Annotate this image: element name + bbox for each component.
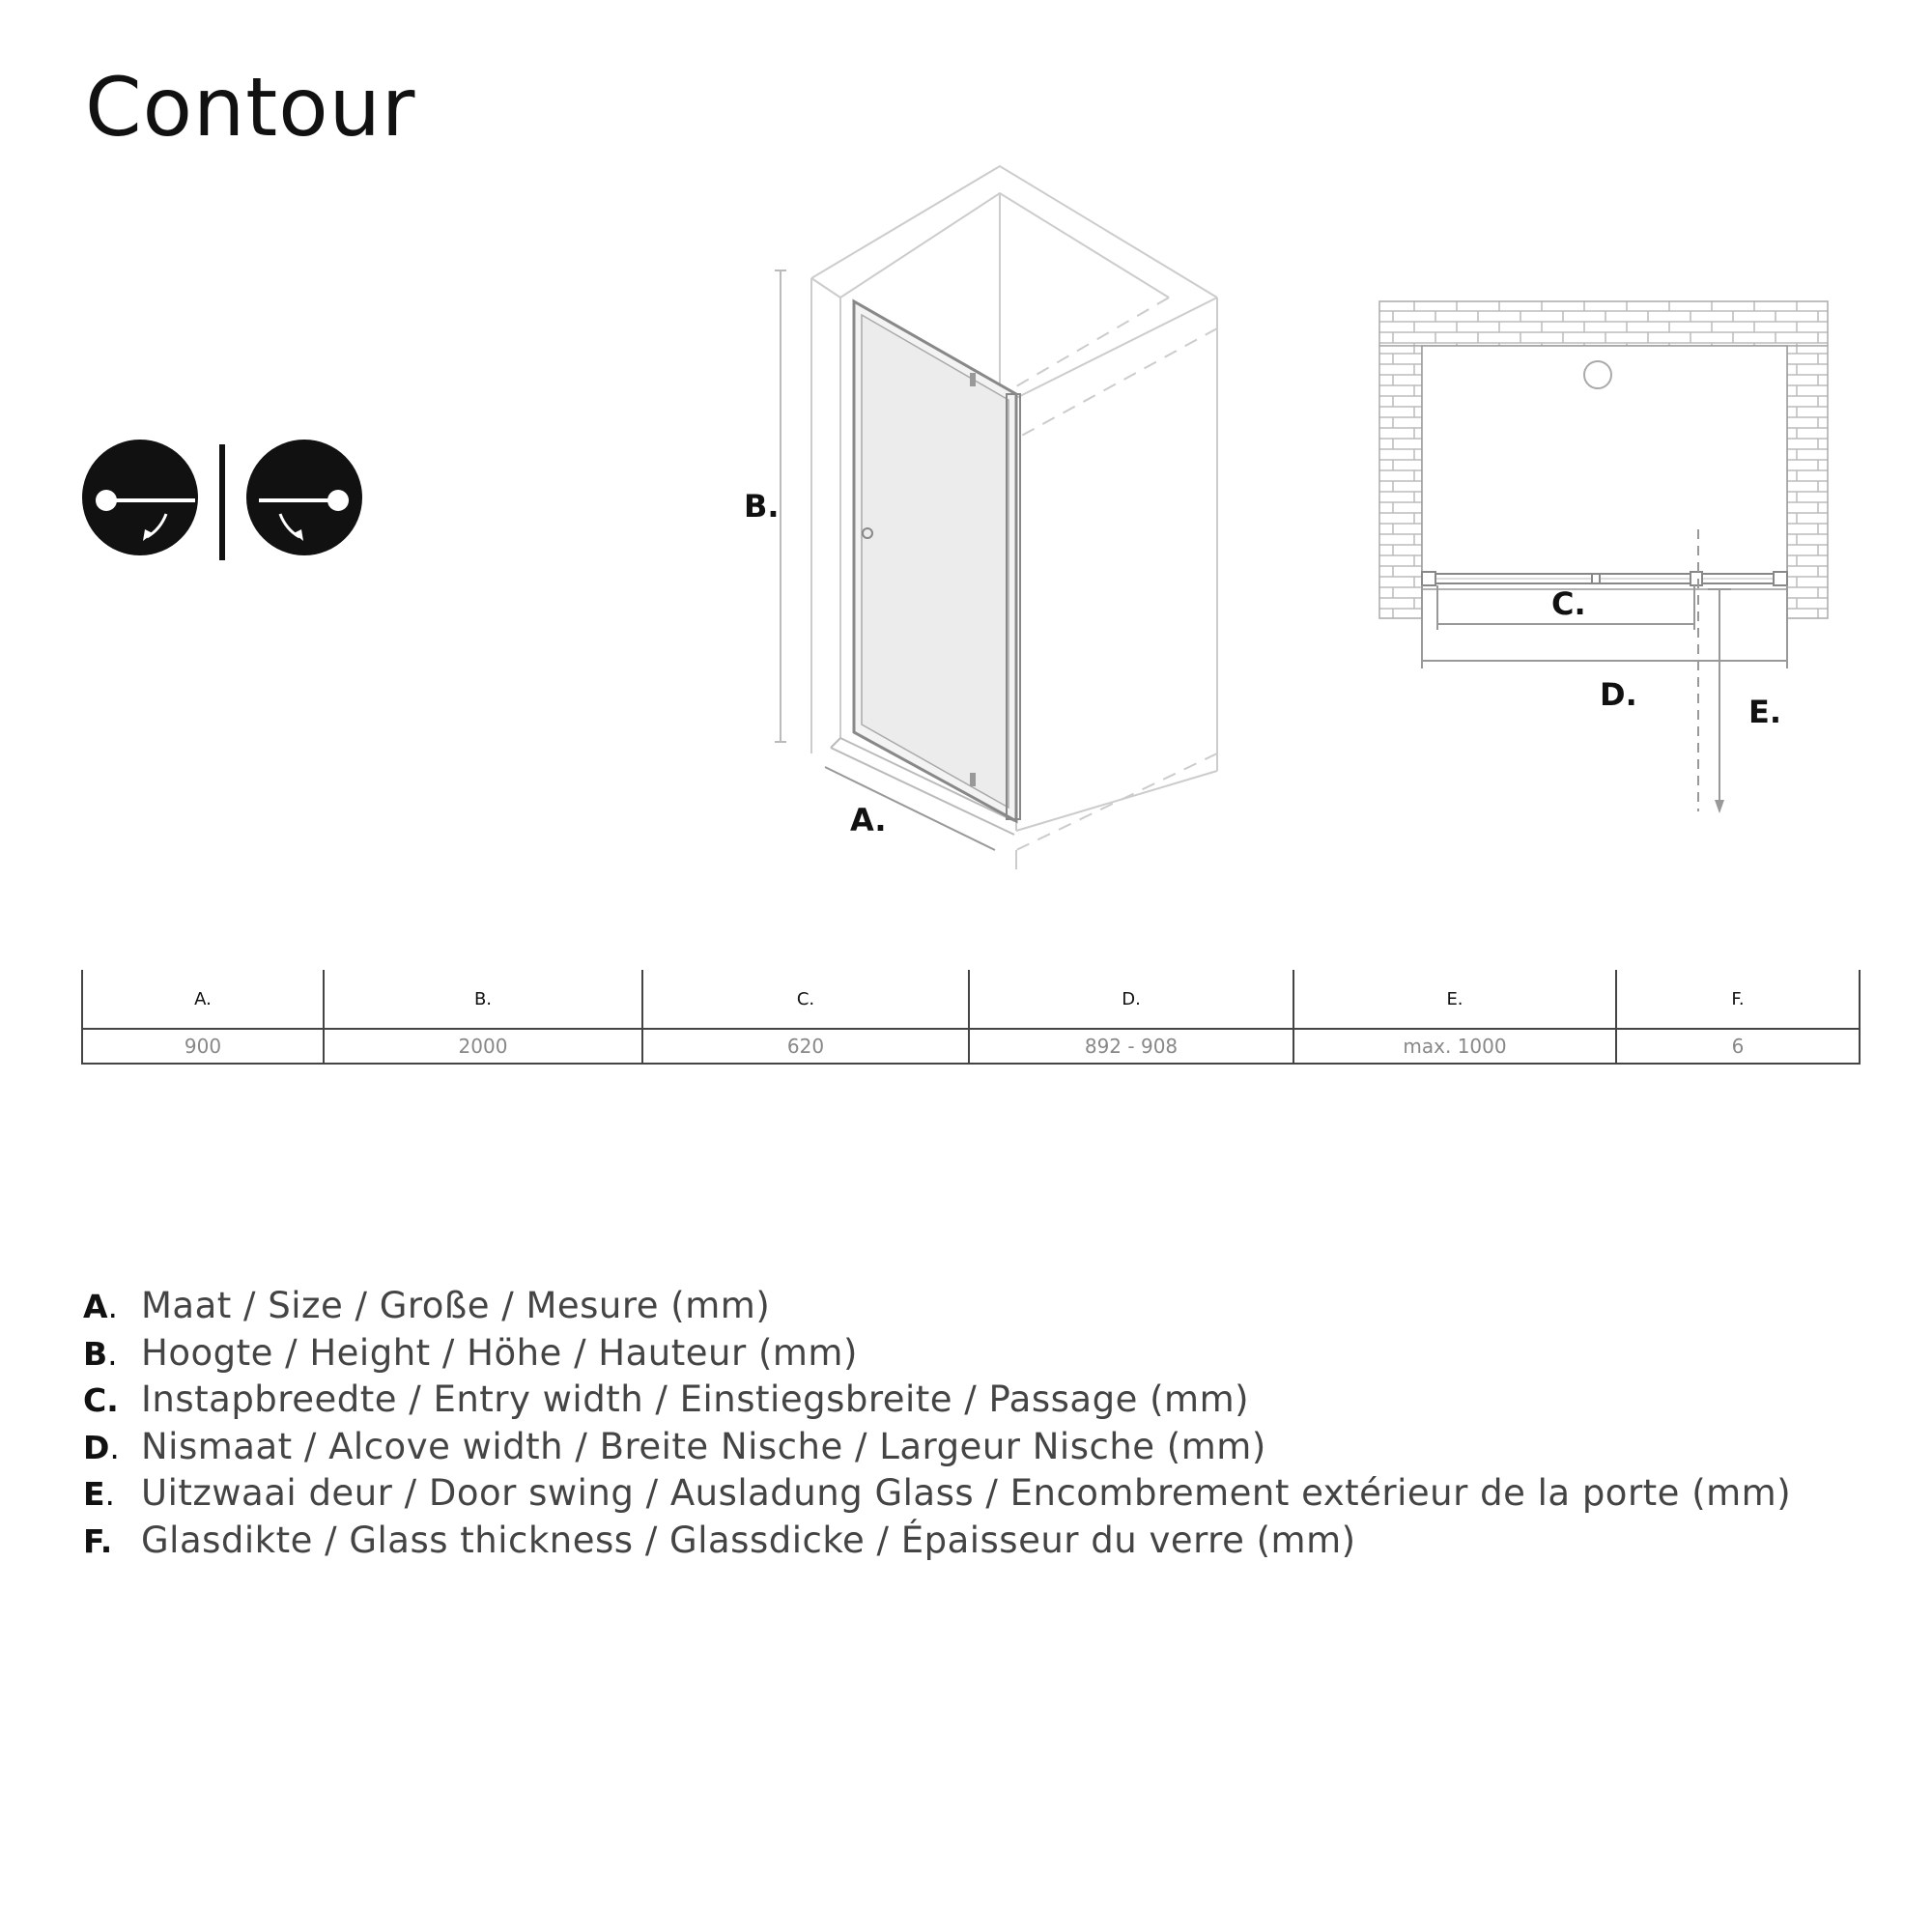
table-cell: 900 <box>82 1029 324 1064</box>
pivot-door-swing-left-icon <box>82 440 198 555</box>
legend-item: F. Glasdikte / Glass thickness / Glassdicke / Épaisseur du verre (mm) <box>83 1519 1356 1561</box>
table-cell: 6 <box>1616 1029 1860 1064</box>
right-wall <box>1016 298 1217 869</box>
label-d: D. <box>1600 676 1637 713</box>
table-cell: max. 1000 <box>1293 1029 1616 1064</box>
legend-item: B. Hoogte / Height / Höhe / Hauteur (mm) <box>83 1331 858 1374</box>
legend-item: D. Nismaat / Alcove width / Breite Nische / Largeur Nische (mm) <box>83 1425 1266 1467</box>
legend-text: Instapbreedte / Entry width / Einstiegsbreite / Passage (mm) <box>141 1378 1250 1420</box>
dimension-d <box>1422 585 1787 668</box>
pivot-door-swing-right-icon <box>246 440 362 555</box>
table-header-cell: F. <box>1616 970 1860 1029</box>
table-row <box>82 1029 1860 1064</box>
legend-key: F <box>83 1521 100 1560</box>
legend-key: A <box>83 1288 108 1325</box>
legend <box>83 1285 1791 1566</box>
table-header-cell: E. <box>1293 970 1616 1029</box>
table-cell: 620 <box>642 1029 969 1064</box>
legend-text: Uitzwaai deur / Door swing / Ausladung Glass / Encombrement extérieur de la porte (mm) <box>141 1472 1792 1514</box>
table-cell: 892 - 908 <box>969 1029 1293 1064</box>
label-b: B. <box>744 488 780 525</box>
legend-key: D <box>83 1428 110 1466</box>
legend-key: C <box>83 1381 107 1419</box>
brick-walls <box>1379 301 1828 618</box>
legend-item: E. Uitzwaai deur / Door swing / Ausladung Glass / Encombrement extérieur de la porte (mm) <box>83 1472 1792 1514</box>
legend-text: Hoogte / Height / Höhe / Hauteur (mm) <box>141 1331 858 1374</box>
table-cell: 2000 <box>324 1029 642 1064</box>
plan-view-drawing <box>1372 290 1835 831</box>
table-header-cell: C. <box>642 970 969 1029</box>
shower-door <box>854 301 1020 821</box>
table-header-row <box>82 970 1860 1029</box>
page-title: Contour <box>85 60 416 155</box>
label-c: C. <box>1551 585 1586 622</box>
perspective-drawing <box>715 155 1236 889</box>
table-header-cell: D. <box>969 970 1293 1029</box>
label-e: E. <box>1748 694 1782 730</box>
legend-text: Glasdikte / Glass thickness / Glassdicke / Épaisseur du verre (mm) <box>141 1519 1356 1561</box>
legend-item: A. Maat / Size / Große / Mesure (mm) <box>83 1285 771 1326</box>
legend-text: Nismaat / Alcove width / Breite Nische / Largeur Nische (mm) <box>141 1425 1266 1467</box>
table-header-cell: A. <box>82 970 324 1029</box>
door-plan <box>1422 572 1787 585</box>
spec-table <box>81 970 1861 1065</box>
swing-direction-icons <box>77 435 377 570</box>
legend-key: E <box>83 1475 105 1513</box>
label-a: A. <box>850 802 887 838</box>
legend-key: B <box>83 1334 108 1373</box>
legend-text: Maat / Size / Große / Mesure (mm) <box>141 1285 771 1326</box>
table-header-cell: B. <box>324 970 642 1029</box>
legend-item: C. Instapbreedte / Entry width / Einstiegsbreite / Passage (mm) <box>83 1378 1250 1420</box>
